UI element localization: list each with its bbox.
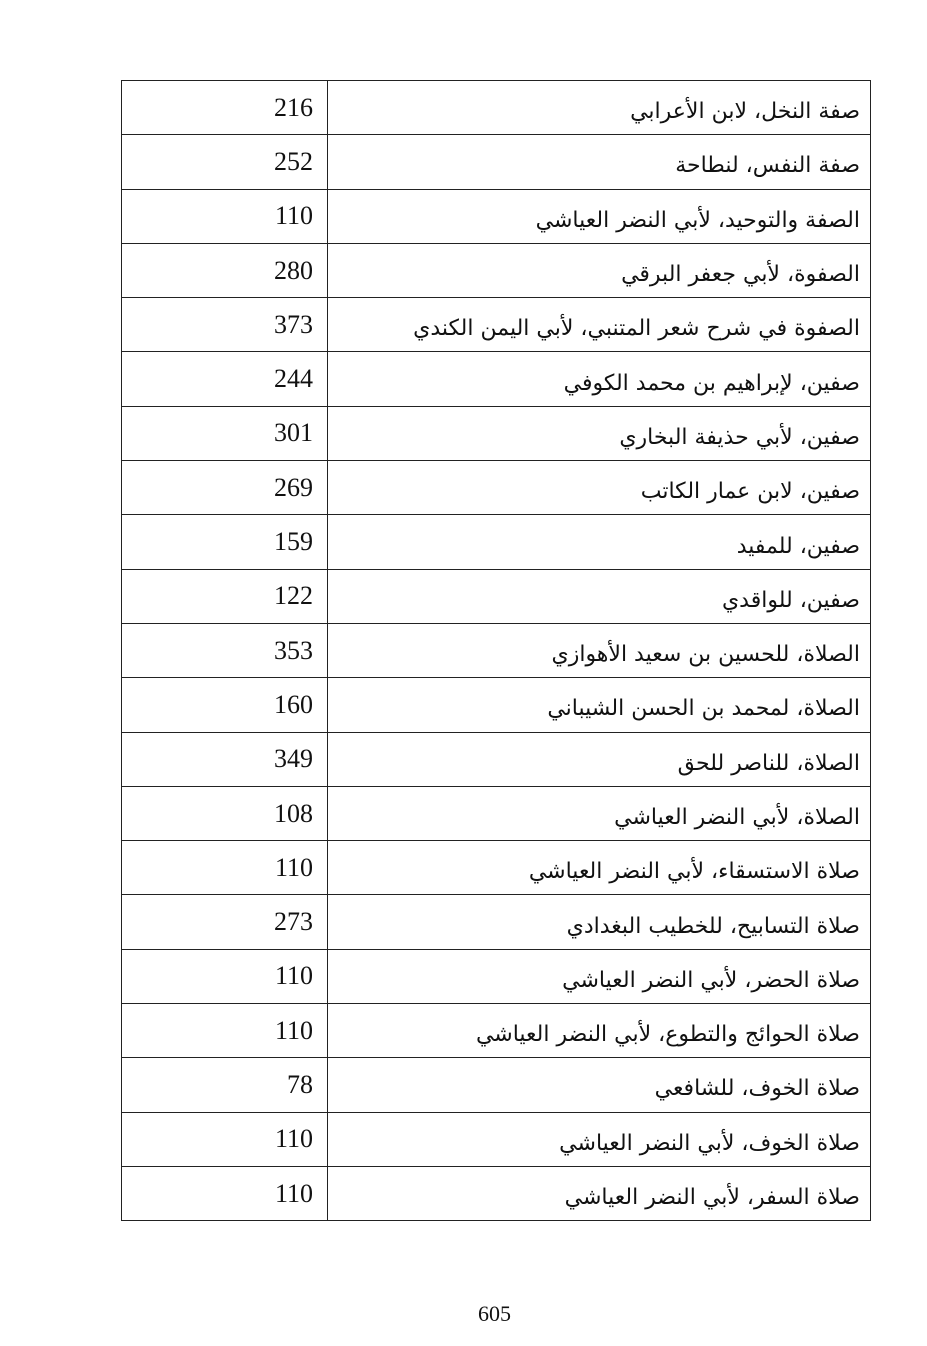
table-row bbox=[122, 352, 871, 406]
entry-page: 373 bbox=[122, 298, 328, 352]
entry-page: 122 bbox=[122, 569, 328, 623]
entry-page: 110 bbox=[122, 1112, 328, 1166]
entry-page: 108 bbox=[122, 786, 328, 840]
entry-page: 110 bbox=[122, 189, 328, 243]
entry-title: صفين، للواقدي bbox=[328, 569, 871, 623]
entry-title: صلاة الخوف، لأبي النضر العياشي bbox=[328, 1112, 871, 1166]
entry-page: 252 bbox=[122, 135, 328, 189]
entry-title: صفين، لأبي حذيفة البخاري bbox=[328, 406, 871, 460]
table-row bbox=[122, 1058, 871, 1112]
table-row bbox=[122, 949, 871, 1003]
table-row bbox=[122, 461, 871, 515]
entry-page: 244 bbox=[122, 352, 328, 406]
table-row bbox=[122, 298, 871, 352]
table-row bbox=[122, 569, 871, 623]
entry-title: صلاة الحضر، لأبي النضر العياشي bbox=[328, 949, 871, 1003]
entry-title: صلاة السفر، لأبي النضر العياشي bbox=[328, 1166, 871, 1220]
entry-title: صلاة التسابيح، للخطيب البغدادي bbox=[328, 895, 871, 949]
entry-title: الصفة والتوحيد، لأبي النضر العياشي bbox=[328, 189, 871, 243]
entry-title: الصفوة في شرح شعر المتنبي، لأبي اليمن الكندي bbox=[328, 298, 871, 352]
table-row bbox=[122, 732, 871, 786]
entry-page: 280 bbox=[122, 243, 328, 297]
table-row bbox=[122, 135, 871, 189]
entry-page: 349 bbox=[122, 732, 328, 786]
entry-title: الصلاة، لمحمد بن الحسن الشيباني bbox=[328, 678, 871, 732]
table-row bbox=[122, 1112, 871, 1166]
entry-page: 110 bbox=[122, 841, 328, 895]
entry-title: صفة النخل، لابن الأعرابي bbox=[328, 81, 871, 135]
page-number: 605 bbox=[478, 1301, 511, 1326]
table-row bbox=[122, 786, 871, 840]
entry-page: 110 bbox=[122, 1166, 328, 1220]
table-row bbox=[122, 895, 871, 949]
entry-title: الصلاة، للناصر للحق bbox=[328, 732, 871, 786]
entry-title: الصلاة، لأبي النضر العياشي bbox=[328, 786, 871, 840]
entry-title: صفين، لإبراهيم بن محمد الكوفي bbox=[328, 352, 871, 406]
entry-title: صفة النفس، لنطاحة bbox=[328, 135, 871, 189]
index-table bbox=[121, 80, 871, 1221]
entry-title: صفين، لابن عمار الكاتب bbox=[328, 461, 871, 515]
entry-page: 269 bbox=[122, 461, 328, 515]
index-table-body bbox=[122, 81, 871, 1221]
entry-page: 353 bbox=[122, 623, 328, 677]
entry-page: 301 bbox=[122, 406, 328, 460]
table-row bbox=[122, 1004, 871, 1058]
table-row bbox=[122, 623, 871, 677]
entry-page: 110 bbox=[122, 1004, 328, 1058]
entry-title: صلاة الاستسقاء، لأبي النضر العياشي bbox=[328, 841, 871, 895]
entry-page: 160 bbox=[122, 678, 328, 732]
entry-page: 273 bbox=[122, 895, 328, 949]
entry-page: 159 bbox=[122, 515, 328, 569]
table-row bbox=[122, 841, 871, 895]
entry-title: الصلاة، للحسين بن سعيد الأهوازي bbox=[328, 623, 871, 677]
entry-title: صلاة الخوف، للشافعي bbox=[328, 1058, 871, 1112]
table-row bbox=[122, 81, 871, 135]
entry-page: 110 bbox=[122, 949, 328, 1003]
entry-title: صلاة الحوائج والتطوع، لأبي النضر العياشي bbox=[328, 1004, 871, 1058]
table-row bbox=[122, 243, 871, 297]
entry-page: 78 bbox=[122, 1058, 328, 1112]
entry-page: 216 bbox=[122, 81, 328, 135]
entry-title: الصفوة، لأبي جعفر البرقي bbox=[328, 243, 871, 297]
table-row bbox=[122, 515, 871, 569]
table-row bbox=[122, 406, 871, 460]
table-row bbox=[122, 1166, 871, 1220]
table-row bbox=[122, 189, 871, 243]
entry-title: صفين، للمفيد bbox=[328, 515, 871, 569]
table-row bbox=[122, 678, 871, 732]
